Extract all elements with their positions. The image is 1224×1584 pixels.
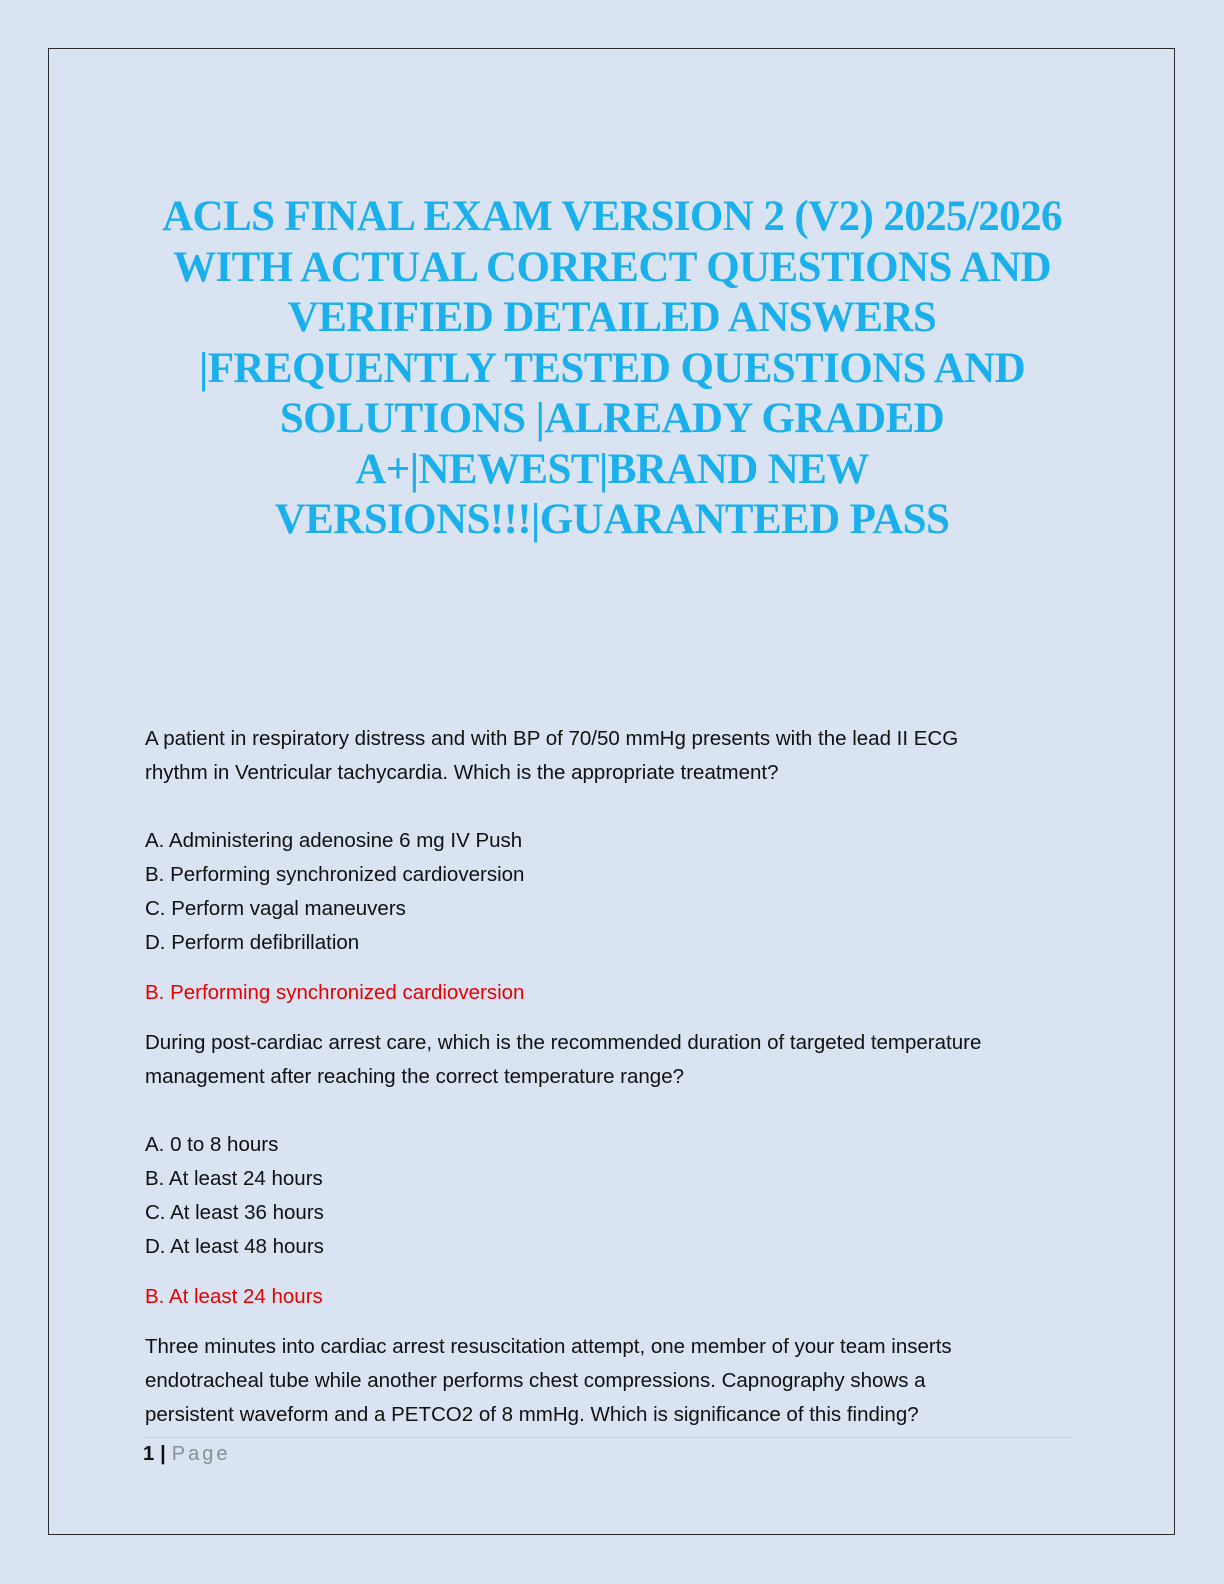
question-text-line: During post-cardiac arrest care, which is the recommended duration of targeted temperature xyxy=(145,1031,982,1054)
page-label: Page xyxy=(171,1443,231,1465)
page-number: 1 xyxy=(143,1443,155,1465)
question-block-3 xyxy=(145,1330,1075,1432)
question-block-1 xyxy=(145,722,1075,1010)
option-a: A. Administering adenosine 6 mg IV Push xyxy=(145,829,523,852)
question-text-line: persistent waveform and a PETCO2 of 8 mmHg. Which is significance of this finding? xyxy=(145,1403,919,1426)
question-text-line: A patient in respiratory distress and with BP of 70/50 mmHg presents with the lead II ECG xyxy=(145,727,959,750)
option-c: C. Perform vagal maneuvers xyxy=(145,897,406,920)
option-b: B. At least 24 hours xyxy=(145,1167,323,1190)
document-title xyxy=(120,192,1104,546)
title-line: A+|NEWEST|BRAND NEW xyxy=(355,445,869,493)
option-d: D. Perform defibrillation xyxy=(145,931,360,954)
option-d: D. At least 48 hours xyxy=(145,1235,324,1258)
correct-answer: B. At least 24 hours xyxy=(145,1285,323,1308)
title-line: ACLS FINAL EXAM VERSION 2 (V2) 2025/2026 xyxy=(162,193,1062,240)
questions-body xyxy=(145,722,1075,1432)
footer-separator: | xyxy=(160,1443,166,1465)
footer-divider xyxy=(143,1437,1073,1438)
question-text-line: rhythm in Ventricular tachycardia. Which is the appropriate treatment? xyxy=(145,761,779,784)
title-line: VERSIONS!!!|GUARANTEED PASS xyxy=(274,496,950,543)
question-block-2 xyxy=(145,1026,1075,1314)
title-line: WITH ACTUAL CORRECT QUESTIONS AND xyxy=(173,243,1051,291)
option-c: C. At least 36 hours xyxy=(145,1201,324,1224)
page-footer xyxy=(143,1440,230,1468)
question-text-line: Three minutes into cardiac arrest resuscitation attempt, one member of your team inserts xyxy=(145,1335,952,1358)
title-line: |FREQUENTLY TESTED QUESTIONS AND xyxy=(198,344,1026,392)
question-text-line: endotracheal tube while another performs chest compressions. Capnography shows a xyxy=(145,1369,926,1392)
option-b: B. Performing synchronized cardioversion xyxy=(145,863,525,886)
option-a: A. 0 to 8 hours xyxy=(145,1133,279,1156)
title-line: VERIFIED DETAILED ANSWERS xyxy=(287,294,937,341)
question-text-line: management after reaching the correct temperature range? xyxy=(145,1065,684,1088)
title-line: SOLUTIONS |ALREADY GRADED xyxy=(279,395,945,442)
correct-answer: B. Performing synchronized cardioversion xyxy=(145,981,525,1004)
